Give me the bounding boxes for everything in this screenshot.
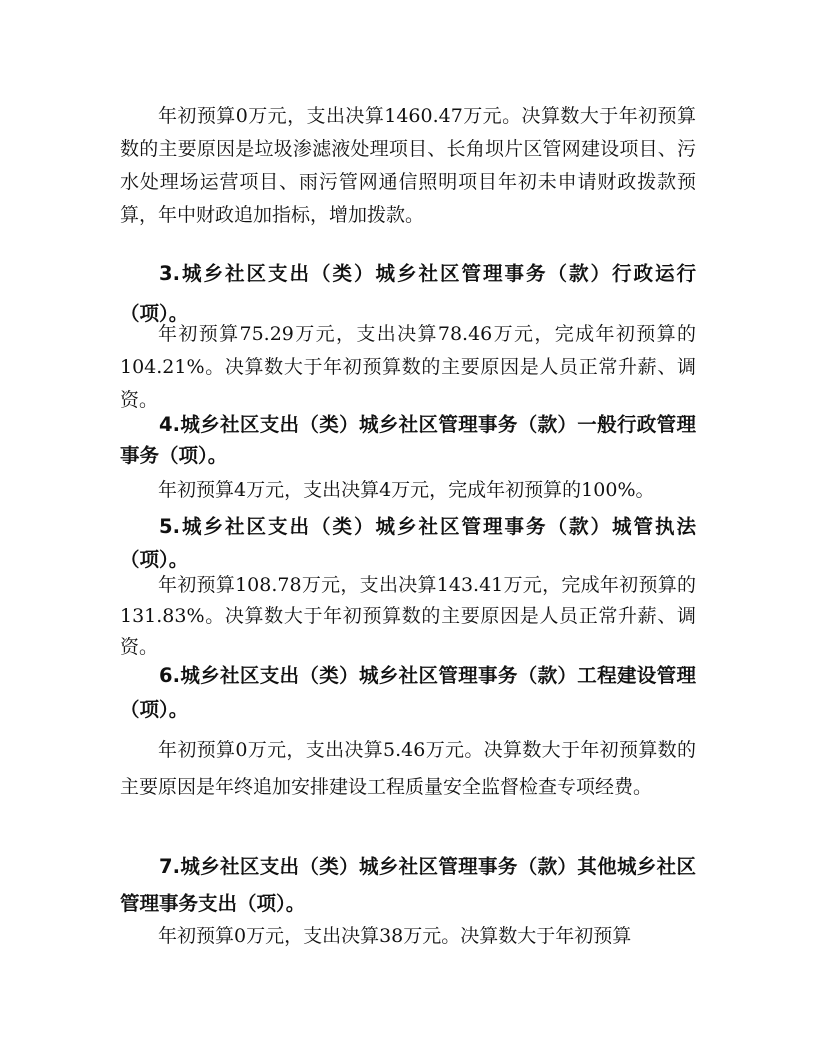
section-heading: 3.城乡社区支出（类）城乡社区管理事务（款）行政运行（项）。 xyxy=(120,262,696,325)
paragraph-block: 年初预算0万元，支出决算1460.47万元。决算数大于年初预算数的主要原因是垃圾渗滤液处理项目、长角坝片区管网建设项目、污水处理场运营项目、雨污管网通信照明项目年初未申请财政拨款预算，年中财政追加指标，增加拨款。 xyxy=(120,105,696,226)
paragraph-block: 年初预算0万元，支出决算5.46万元。决算数大于年初预算数的主要原因是年终追加安排建设工程质量安全监督检查专项经费。 xyxy=(120,739,696,798)
section-heading: 6.城乡社区支出（类）城乡社区管理事务（款）工程建设管理（项）。 xyxy=(120,664,696,721)
paragraph-block: 年初预算108.78万元，支出决算143.41万元，完成年初预算的131.83%。决算数大于年初预算数的主要原因是人员正常升薪、调资。 xyxy=(120,574,696,658)
paragraph-block: 年初预算0万元，支出决算38万元。决算数大于年初预算 xyxy=(158,925,632,947)
paragraph-block: 年初预算75.29万元，支出决算78.46万元，完成年初预算的104.21%。决算数大于年初预算数的主要原因是人员正常升薪、调资。 xyxy=(120,323,696,411)
section-heading: 4.城乡社区支出（类）城乡社区管理事务（款）一般行政管理事务（项）。 xyxy=(120,413,696,467)
section-heading: 7.城乡社区支出（类）城乡社区管理事务（款）其他城乡社区管理事务支出（项）。 xyxy=(120,855,696,915)
section-heading: 5.城乡社区支出（类）城乡社区管理事务（款）城管执法（项）。 xyxy=(120,515,696,571)
paragraph-block: 年初预算4万元，支出决算4万元，完成年初预算的100%。 xyxy=(158,479,655,501)
